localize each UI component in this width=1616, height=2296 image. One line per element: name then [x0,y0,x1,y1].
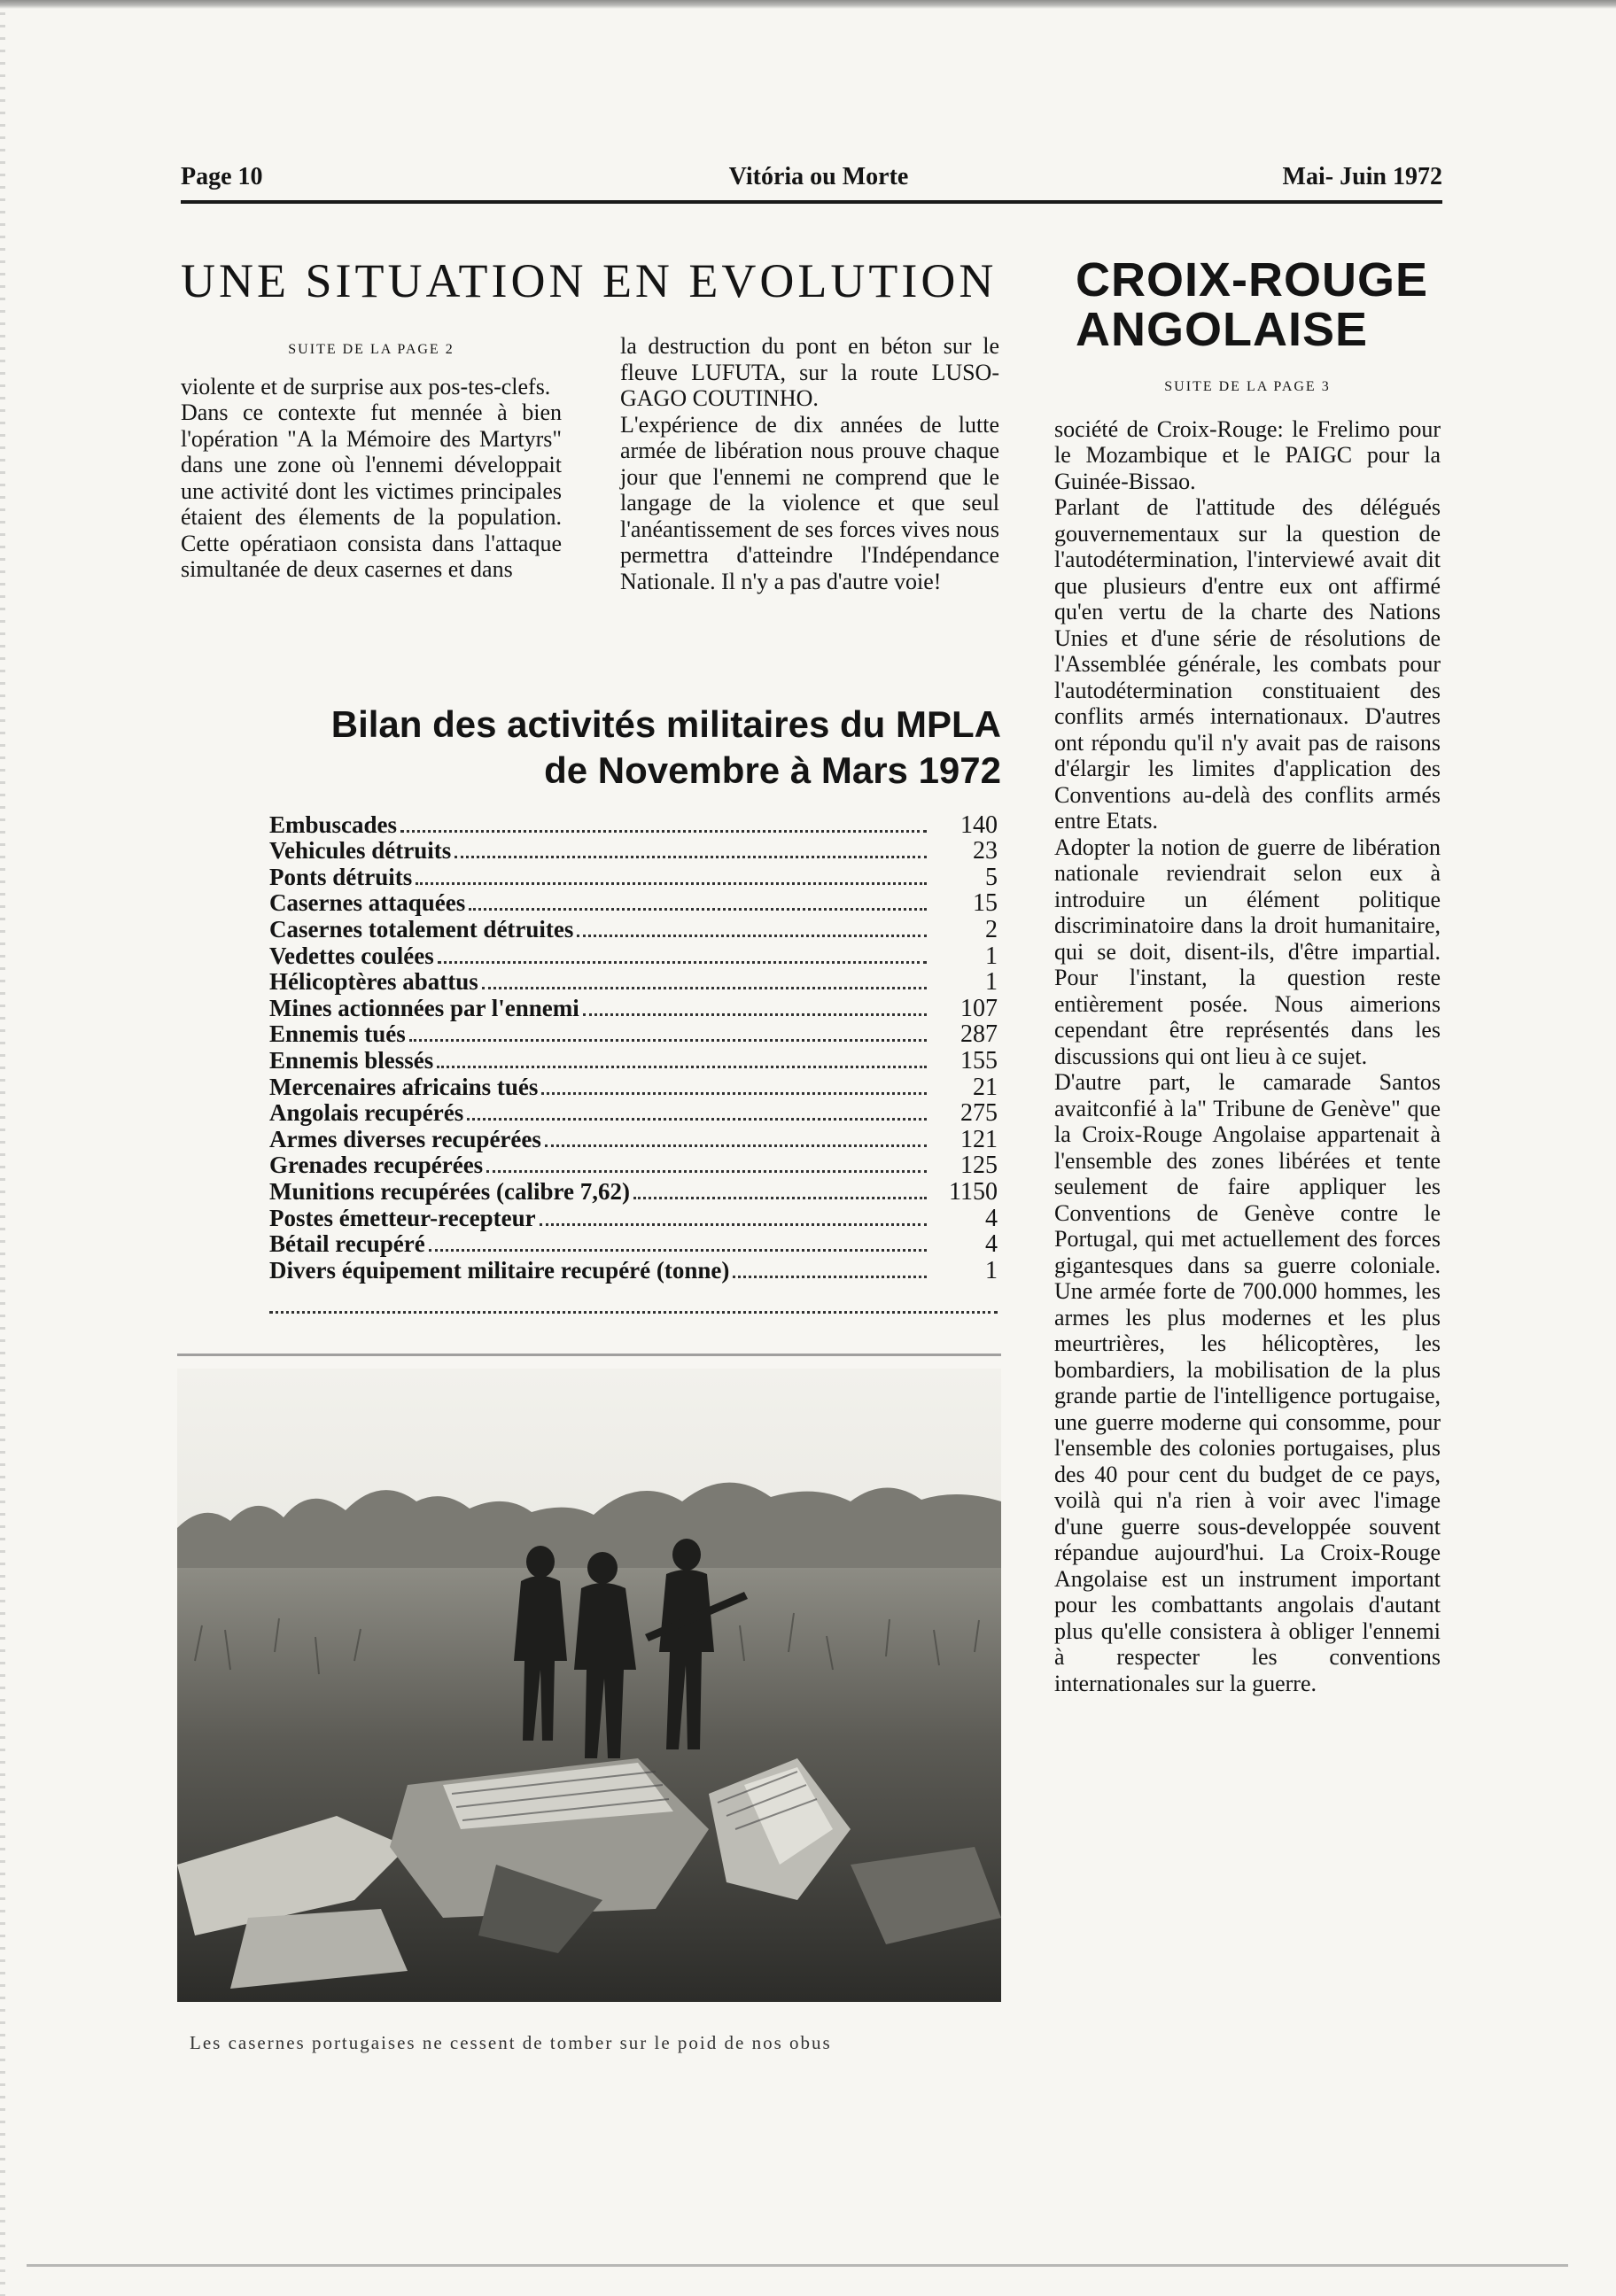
stat-value: 1 [985,1256,998,1284]
stat-value: 121 [960,1125,998,1153]
article1-paragraph: violente et de surprise aux pos-tes-clefs. [181,373,551,399]
stat-value: 23 [973,837,998,865]
stat-value: 21 [973,1073,998,1101]
stat-row [269,1205,998,1231]
stat-value: 2 [985,915,998,943]
stat-leader-dots [429,1249,927,1252]
photo-destroyed-barracks [177,1369,1001,2002]
stat-value: 140 [960,811,998,839]
bilan-stats-list [269,811,998,1284]
stat-row [269,1021,998,1048]
stat-row [269,969,998,996]
stat-label: Ennemis blessés [269,1046,434,1074]
stat-row [269,864,998,890]
article1-paragraph: la destruction du pont en béton sur le fleuve LUFUTA, sur la route LUSO-GAGO COUTINHO. [620,333,999,411]
stat-value: 4 [985,1230,998,1259]
stat-label: Casernes totalement détruites [269,915,574,942]
photo-top-rule [177,1354,1001,1356]
stat-row [269,916,998,942]
stat-row [269,838,998,865]
bilan-title [239,702,1001,794]
stat-value: 155 [960,1046,998,1074]
article1-paragraph: L'expérience de dix années de lutte armée de libération nous prouve chaque jour que l'ennemi ne comprend que le langage de la violence et que seul l'anéantissement de ses forces vives nous permettra d'atteindre l'Indépendance Nationale. Il n'y a pas d'autre voie! [620,411,999,594]
stat-row [269,1047,998,1074]
bilan-title-line-1: Bilan des activités militaires du MPLA [330,703,1001,745]
stat-leader-dots [400,830,927,833]
stat-leader-dots [409,1039,927,1042]
stat-leader-dots [583,1013,927,1016]
stat-value: 1150 [949,1177,998,1206]
stat-row [269,1231,998,1258]
article2-paragraph: Parlant de l'attitude des délégués gouvernementaux sur la question de l'autodétermination, l'interviewé avait dit que plusieurs d'entre eux ont affirmé qu'en vertu de la charte des Nations Unies et d'une série de résolutions de l'Assemblée générale, les combats pour l'autodétermination constituaient des conflits armés internationaux. D'autres ont répondu qu'il n'y avait pas de raisons d'élargir les limites d'application des Conventions au-delà des conflits armés entre Etats. [1054,494,1441,834]
photo-caption: Les casernes portugaises ne cessent de tomber sur le poid de nos obus [190,2032,832,2053]
stat-row [269,942,998,969]
stat-label: Munitions recupérées (calibre 7,62) [269,1177,630,1205]
stat-label: Postes émetteur-recepteur [269,1204,536,1231]
article1-column-2 [620,333,999,594]
stat-value: 287 [960,1020,998,1049]
stat-leader-dots [577,935,927,937]
stat-label: Vedettes coulées [269,942,434,969]
stat-leader-dots [469,908,927,911]
stats-dotted-rule [269,1311,998,1314]
stat-leader-dots [416,882,927,885]
stat-value: 5 [985,863,998,891]
stat-label: Armes diverses recupérées [269,1125,541,1152]
running-header [181,163,1442,198]
stat-row [269,1074,998,1100]
stat-row [269,890,998,917]
stat-label: Divers équipement militaire recupéré (tonne) [269,1256,730,1284]
stat-leader-dots [545,1144,927,1147]
stat-label: Embuscades [269,811,398,838]
stat-label: Casernes attaquées [269,889,466,917]
stat-value: 1 [985,942,998,970]
stat-label: Mercenaires africains tués [269,1073,539,1100]
stat-row [269,1178,998,1205]
article1-paragraph: Dans ce contexte fut mennée à bien l'opération "A la Mémoire des Martyrs" dans une zone où l'ennemi développait une activité dont les victimes principales étaient des élements de la population. Cette opératiaon consista dans l'attaque simultanée de deux casernes et dans [181,399,562,582]
article1-column-1 [181,337,562,583]
headline-line-2: ANGOLAISE [1076,303,1369,356]
stat-leader-dots [482,987,927,989]
stat-value: 1 [985,968,998,997]
article1-kicker: SUITE DE LA PAGE 2 [288,342,454,357]
article-headline-situation: UNE SITUATION EN EVOLUTION [181,254,998,307]
stat-label: Angolais recupérés [269,1099,464,1127]
stat-row [269,811,998,838]
stat-leader-dots [633,1197,927,1199]
article2-paragraph: D'autre part, le camarade Santos avaitconfié à la" Tribune de Genève" que la Croix-Rouge Angolaise appartenait à l'ensemble des zones libérées et tente seulement de faire appliquer les Conventions de Genève contre le Portugal, qui met actuellement des forces gigantesques dans sa guerre coloniale. Une armée forte de 700.000 hommes, les armes les plus modernes et les plus meurtrières, les hélicoptères, les bombardiers, la mobilisation de la plus grande partie de l'intelligence portugaise, une guerre moderne qui consomme, pour l'ensemble des colonies portugaises, plus des 40 pour cent du budget de ce pays, voilà qui n'a rien à voir avec l'image d'une guerre sous-developpée souvent répandue aujourd'hui. La Croix-Rouge Angolaise est un instrument important pour les combattants angolais d'autant plus qu'elle consistera à obliger l'ennemi à respecter les conventions internationales sur la guerre. [1054,1069,1441,1696]
page-number: Page 10 [181,163,263,190]
stat-leader-dots [486,1170,927,1173]
stat-label: Bétail recupéré [269,1230,425,1258]
stat-leader-dots [541,1092,927,1095]
stat-leader-dots [467,1118,927,1121]
stat-value: 125 [960,1152,998,1180]
scan-bottom-rule [27,2264,1568,2267]
stat-value: 107 [960,994,998,1022]
bilan-title-line-2: de Novembre à Mars 1972 [544,749,1001,791]
stat-row [269,1126,998,1152]
stat-row [269,1152,998,1179]
stat-leader-dots [540,1223,927,1226]
stat-label: Ennemis tués [269,1020,406,1048]
stat-row [269,995,998,1021]
article2-paragraph: Adopter la notion de guerre de libération nationale reviendrait selon eux à introduire un élément politique discriminatoire dans la droit humanitaire, qui se doit, disent-ils, d'être impartial. Pour l'instant, la question reste entièrement posée. Nous aimerions cependant être représentés dans les discussions qui ont lieu à ce sujet. [1054,834,1441,1069]
stat-value: 275 [960,1099,998,1128]
stat-label: Grenades recupérées [269,1152,484,1179]
article-headline-croix-rouge [1076,255,1448,354]
stat-value: 4 [985,1204,998,1232]
stat-label: Ponts détruits [269,863,413,890]
stat-label: Hélicoptères abattus [269,968,478,996]
stat-row [269,1100,998,1127]
article2-paragraph: société de Croix-Rouge: le Frelimo pour le Mozambique et le PAIGC pour la Guinée-Bissao. [1054,415,1441,494]
scan-left-edge [0,0,5,2296]
stat-leader-dots [733,1276,927,1278]
article2-kicker: SUITE DE LA PAGE 3 [1164,379,1331,394]
stat-leader-dots [454,856,927,858]
stat-leader-dots [437,1066,927,1068]
header-rule [181,200,1442,204]
issue-date: Mai- Juin 1972 [1282,163,1442,190]
scan-top-edge [0,0,1616,9]
stat-label: Mines actionnées par l'ennemi [269,994,579,1021]
stat-row [269,1257,998,1284]
stat-value: 15 [973,889,998,918]
photo-illustration [177,1369,1001,2002]
article2-column [1054,374,1441,1696]
stat-leader-dots [438,961,927,964]
stat-label: Vehicules détruits [269,837,452,865]
publication-name: Vitória ou Morte [728,163,909,190]
headline-line-1: CROIX-ROUGE [1076,253,1429,306]
